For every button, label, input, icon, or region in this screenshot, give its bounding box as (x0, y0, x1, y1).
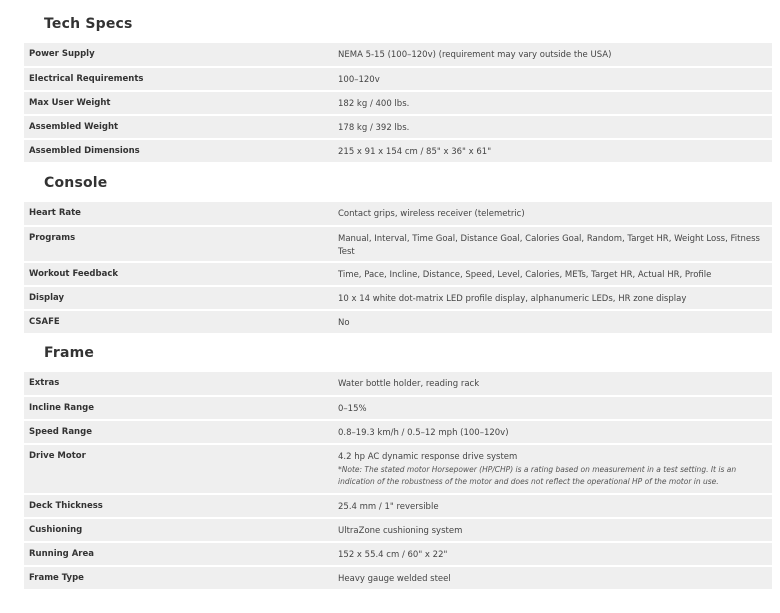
spec-label: Heart Rate (29, 208, 81, 218)
spec-label: Max User Weight (29, 98, 111, 108)
spec-value: No (338, 318, 350, 328)
spec-value: 182 kg / 400 lbs. (338, 99, 410, 109)
spec-label: Power Supply (29, 49, 95, 59)
table-row (24, 202, 772, 226)
table-row (24, 494, 772, 518)
frame-table (24, 372, 772, 591)
spec-label: Assembled Weight (29, 122, 119, 132)
spec-label: Display (29, 293, 65, 303)
table-row (24, 518, 772, 542)
spec-label: Speed Range (29, 427, 92, 437)
table-row (24, 566, 772, 590)
spec-label: Drive Motor (29, 451, 86, 461)
table-row (24, 226, 772, 262)
table-row (24, 115, 772, 139)
spec-value: 25.4 mm / 1" reversible (338, 502, 439, 512)
spec-value: Manual, Interval, Time Goal, Distance Goal, Calories Goal, Random, Target HR, Weight Loss, Fitness Test (338, 234, 760, 257)
spec-value: 215 x 91 x 154 cm / 85" x 36" x 61" (338, 147, 492, 157)
table-row (24, 91, 772, 115)
section-title-tech-specs: Tech Specs (44, 16, 133, 32)
spec-label: Running Area (29, 549, 94, 559)
spec-label: Workout Feedback (29, 269, 119, 279)
spec-value: 10 x 14 white dot-matrix LED profile display, alphanumeric LEDs, HR zone display (338, 294, 687, 304)
table-row (24, 286, 772, 310)
spec-label: Deck Thickness (29, 501, 103, 511)
spec-value: Water bottle holder, reading rack (338, 379, 480, 389)
spec-label: Frame Type (29, 573, 84, 583)
spec-label: Cushioning (29, 525, 83, 535)
spec-value: 178 kg / 392 lbs. (338, 123, 410, 133)
spec-value: 0.8–19.3 km/h / 0.5–12 mph (100–120v) (338, 428, 509, 438)
motor-note: *Note: The stated motor Horsepower (HP/CHP) is a rating based on measurement in a test setting. It is an indication of the robustness of the motor and does not reflect the operational HP of the motor in use. (338, 464, 737, 486)
spec-value: Time, Pace, Incline, Distance, Speed, Level, Calories, METs, Target HR, Actual HR, Profile (338, 270, 712, 280)
spec-value: NEMA 5-15 (100–120v) (requirement may vary outside the USA) (338, 50, 612, 60)
table-row (24, 67, 772, 91)
spec-value: 100–120v (338, 75, 380, 85)
section-title-console: Console (44, 175, 108, 191)
spec-value: 152 x 55.4 cm / 60" x 22" (338, 550, 448, 560)
console-table (24, 202, 772, 335)
spec-value: Heavy gauge welded steel (338, 574, 451, 584)
tech-specs-table (24, 43, 772, 164)
table-row (24, 542, 772, 566)
spec-label: CSAFE (29, 317, 60, 327)
spec-value: 0–15% (338, 404, 367, 414)
table-row (24, 139, 772, 163)
table-row (24, 310, 772, 334)
spec-value: Contact grips, wireless receiver (telemetric) (338, 209, 525, 219)
spec-label: Programs (29, 233, 76, 243)
spec-label: Electrical Requirements (29, 74, 144, 84)
table-row (24, 396, 772, 420)
spec-label: Extras (29, 378, 60, 388)
table-row (24, 372, 772, 396)
section-title-frame: Frame (44, 345, 95, 361)
spec-value: UltraZone cushioning system (338, 526, 463, 536)
table-row (24, 444, 772, 494)
table-row (24, 43, 772, 67)
spec-value: 4.2 hp AC dynamic response drive system *Note: The stated motor Horsepower (HP/CHP) is a rating based on measurement in a test setting. It is an indication of the robustness of the motor and does not reflect the operational HP of the motor in use. (334, 444, 772, 494)
spec-label: Assembled Dimensions (29, 146, 140, 156)
table-row (24, 262, 772, 286)
spec-label: Incline Range (29, 403, 95, 413)
table-row (24, 420, 772, 444)
